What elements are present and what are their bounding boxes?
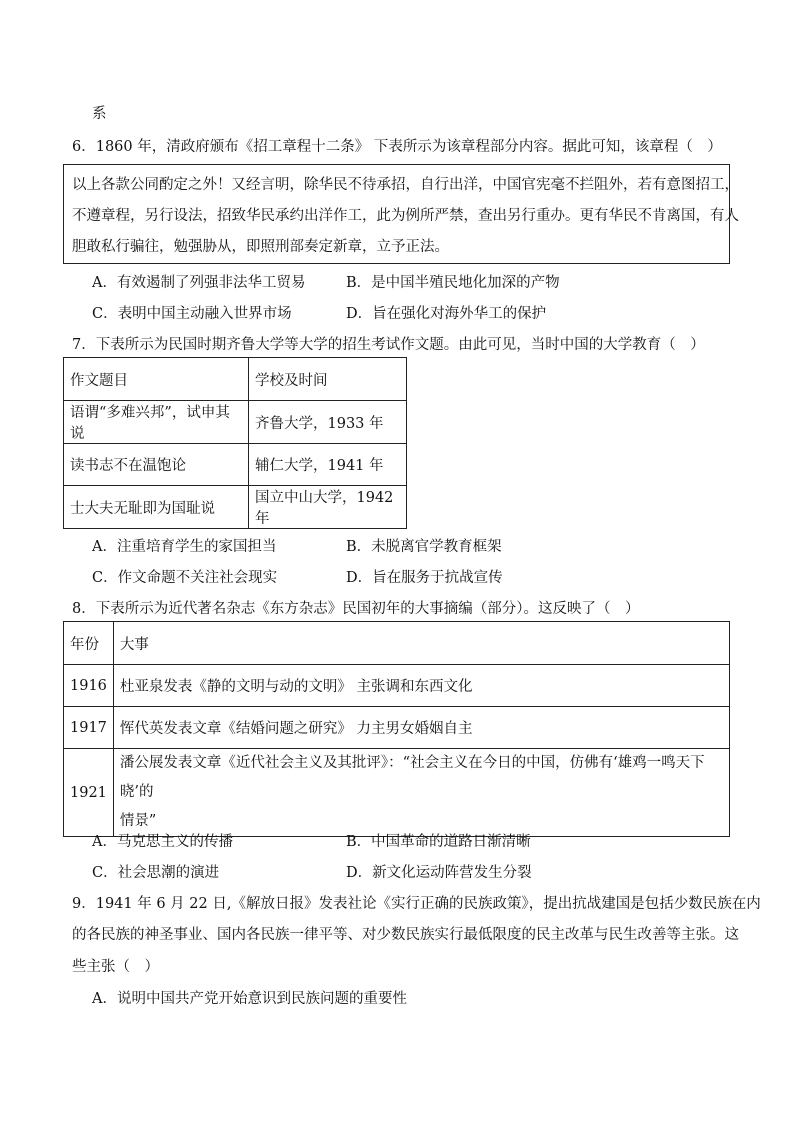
q6-option-c[interactable]: C．表明中国主动融入世界市场 — [92, 306, 292, 322]
question-8-table — [63, 621, 730, 837]
table-cell: 语谓“多难兴邦”，试申其说 — [64, 401, 249, 444]
q7-option-c[interactable]: C．作文命题不关注社会现实 — [92, 570, 278, 586]
table-row — [64, 486, 407, 529]
table-cell: 1916 — [64, 665, 114, 707]
q6-option-b[interactable]: B．是中国半殖民地化加深的产物 — [346, 275, 560, 291]
question-9-stem-line: 9．1941 年 6 月 22 日,《解放日报》发表社论《实行正确的民族政策》，提出抗战建国是包括少数民族在内 — [72, 896, 761, 912]
question-9-stem-line: 的各民族的神圣事业、国内各民族一律平等、对少数民族实行最低限度的民主改革与民生改善等主张。这 — [72, 927, 739, 943]
table-cell: 齐鲁大学，1933 年 — [249, 401, 407, 444]
q6-option-a[interactable]: A．有效遏制了列强非法华工贸易 — [92, 275, 306, 291]
quote-line: 以上各款公同酌定之外！又经言明，除华民不待承招，自行出洋，中国官宪毫不拦阻外，若有意图招工， — [72, 177, 739, 193]
table-cell: 恽代英发表文章《结婚问题之研究》 力主男女婚姻自主 — [113, 707, 729, 749]
quote-line: 不遵章程，另行设法，招致华民承约出洋作工，此为例所严禁，查出另行重办。更有华民不肯离国，有人 — [72, 208, 739, 224]
table-cell — [113, 749, 729, 837]
table-row — [64, 707, 730, 749]
cell-line: 潘公展发表文章《近代社会主义及其批评》：“社会主义在今日的中国，仿佛有‘雄鸡一鸣天下晓’的 — [119, 755, 705, 800]
continuation-text: 系 — [92, 106, 107, 122]
question-8-stem: 8．下表所示为近代著名杂志《东方杂志》民国初年的大事摘编（部分）。这反映了（ ） — [72, 601, 640, 617]
table-cell: 1921 — [64, 749, 114, 837]
table-header: 大事 — [113, 622, 729, 665]
table-cell: 士大夫无耻即为国耻说 — [64, 486, 249, 529]
q7-option-a[interactable]: A．注重培育学生的家国担当 — [92, 539, 277, 555]
table-row — [64, 665, 730, 707]
table-row — [64, 749, 730, 837]
table-cell: 辅仁大学，1941 年 — [249, 444, 407, 486]
table-header: 作文题目 — [64, 358, 249, 401]
q7-option-d[interactable]: D．旨在服务于抗战宣传 — [346, 570, 503, 586]
q7-option-b[interactable]: B．未脱离官学教育框架 — [346, 539, 502, 555]
table-cell: 杜亚泉发表《静的文明与动的文明》 主张调和东西文化 — [113, 665, 729, 707]
table-header: 年份 — [64, 622, 114, 665]
table-header: 学校及时间 — [249, 358, 407, 401]
cell-line: 情景” — [119, 813, 157, 829]
table-cell: 1917 — [64, 707, 114, 749]
q9-option-a[interactable]: A．说明中国共产党开始意识到民族问题的重要性 — [92, 991, 407, 1007]
table-cell: 读书志不在温饱论 — [64, 444, 249, 486]
question-7-stem: 7．下表所示为民国时期齐鲁大学等大学的招生考试作文题。由此可见，当时中国的大学教育（ ） — [72, 337, 705, 353]
table-header-row — [64, 622, 730, 665]
question-7-table — [63, 357, 407, 529]
table-header-row — [64, 358, 407, 401]
table-row — [64, 401, 407, 444]
q8-option-a[interactable]: A．马克思主义的传播 — [92, 834, 233, 850]
table-cell: 国立中山大学，1942 年 — [249, 486, 407, 529]
question-9-stem-line: 些主张（ ） — [72, 959, 159, 975]
q8-option-b[interactable]: B．中国革命的道路日渐清晰 — [346, 834, 531, 850]
table-row — [64, 444, 407, 486]
question-6-stem: 6．1860 年，清政府颁布《招工章程十二条》 下表所示为该章程部分内容。据此可知，该章程（ ） — [72, 139, 722, 155]
question-6-quote-box — [63, 164, 739, 264]
quote-line: 胆敢私行骗往，勉强胁从，即照刑部奏定新章，立予正法。 — [72, 239, 449, 255]
q8-option-d[interactable]: D．新文化运动阵营发生分裂 — [346, 865, 532, 881]
q8-option-c[interactable]: C．社会思潮的演进 — [92, 865, 220, 881]
q6-option-d[interactable]: D．旨在强化对海外华工的保护 — [346, 306, 547, 322]
